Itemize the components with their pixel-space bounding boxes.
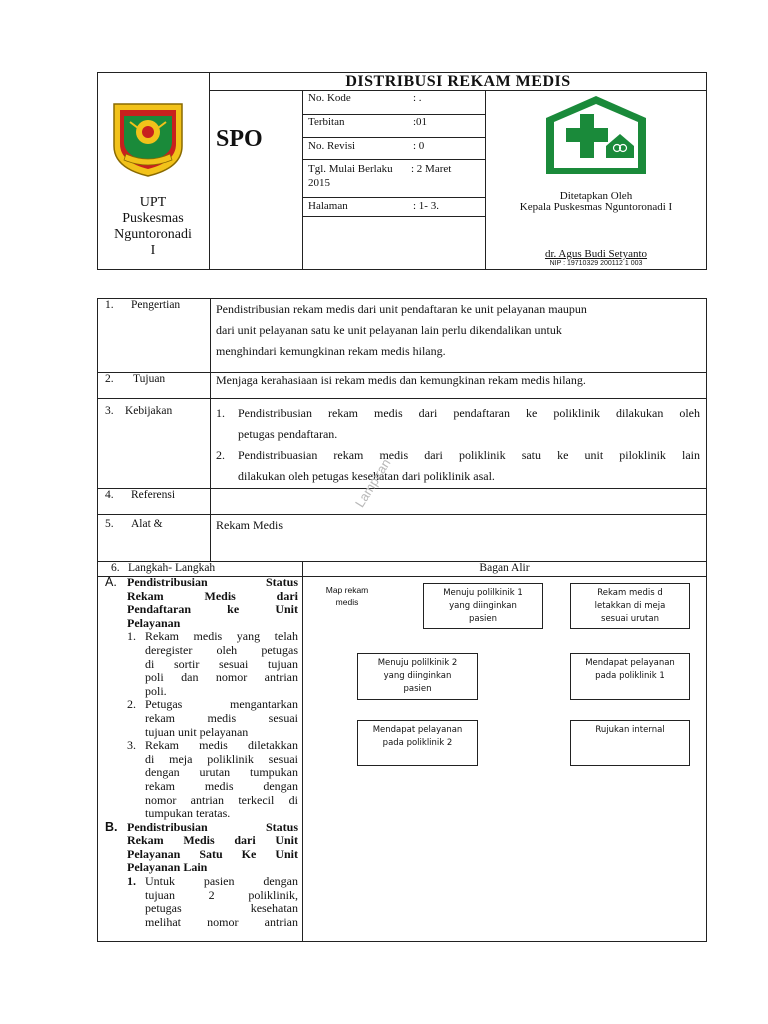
meta-sep-3 [302, 159, 485, 160]
flow-box-6-line-1: Rujukan internal [595, 725, 665, 735]
kebijakan-item-1-line-2: petugas pendaftaran. [238, 427, 338, 441]
flow-box-3-line-3: pasien [403, 684, 432, 694]
meta-terbitan-value: :01 [413, 116, 428, 128]
pengertian-line-1: Pendistribusian rekam medis dari unit pendaftaran ke unit pelayanan maupun [216, 302, 587, 316]
pengertian-num: 1. [105, 299, 114, 311]
flow-box-pelayanan-poli-2 [357, 720, 478, 766]
meta-revisi-value: : 0 [413, 140, 425, 152]
org-line-1: UPT [139, 195, 167, 210]
meta-sep-5 [302, 216, 485, 217]
flow-box-menuju-poli-2 [357, 653, 478, 700]
kebijakan-item-2 [216, 445, 700, 487]
alat-text: Rekam Medis [216, 518, 283, 532]
langkah-num: 6. [111, 562, 120, 574]
pengertian-line-2: dari unit pelayanan satu ke unit pelayanan lain perlu dikendalikan untuk [216, 323, 562, 337]
step-B-letter: B. [105, 819, 118, 834]
step-B-item-1-line-3: petugas kesehatan [145, 901, 298, 916]
flow-box-rujukan-internal [570, 720, 690, 766]
alat-num: 5. [105, 518, 114, 530]
header-divider-3 [485, 90, 486, 270]
step-A-items [127, 630, 298, 820]
puskesmas-cross-icon [542, 92, 650, 178]
step-A-item-1 [127, 630, 298, 698]
step-A-item-3-line-2: di meja poliklinik sesuai [145, 751, 298, 766]
spo-label: SPO [216, 126, 263, 152]
step-A [104, 576, 298, 821]
regency-logo [108, 98, 188, 178]
flow-start-line-2: medis [335, 597, 359, 607]
flow-box-3-line-2: yang diinginkan [383, 671, 452, 681]
kebijakan-label: Kebijakan [125, 405, 173, 417]
kebijakan-num: 3. [105, 405, 114, 417]
step-A-item-3-line-1: Rekam medis diletakkan [145, 738, 298, 753]
kebijakan-item-2-line-2: dilakukan oleh petugas kesehatan dari poliklinik asal. [238, 469, 495, 483]
flow-box-3-line-1: Menuju polilkinik 2 [377, 658, 458, 668]
step-A-item-2-line-1: Petugas mengantarkan [145, 697, 298, 712]
step-A-item-3-line-6: tumpukan teratas. [145, 806, 231, 821]
meta-sep-4 [302, 197, 485, 198]
step-A-item-3-line-5: nomor antrian terkecil di [145, 792, 298, 807]
meta-tgl-value: : 2 Maret [411, 163, 452, 175]
step-B-item-1 [127, 875, 298, 929]
step-A-item-3 [127, 739, 298, 821]
row-sep-4 [97, 514, 707, 515]
step-A-item-2-line-2: rekam medis sesuai [145, 710, 298, 725]
org-line-4: I [150, 243, 156, 258]
step-A-item-2-num: 2. [127, 697, 136, 712]
step-A-title-1: Pendistribusian Status [127, 576, 298, 589]
tujuan-num: 2. [105, 373, 114, 385]
step-A-item-3-line-4: rekam medis dengan [145, 778, 298, 793]
row-sep-3 [97, 488, 707, 489]
step-B-title-3: Pelayanan Satu Ke Unit [127, 846, 298, 861]
kebijakan-item-2-num: 2. [216, 448, 225, 462]
meta-sep-2 [302, 137, 485, 138]
document-title: DISTRIBUSI REKAM MEDIS [345, 73, 571, 90]
step-A-item-3-line-3: dengan urutan tumpukan [145, 765, 298, 780]
step-B-item-1-line-1: Untuk pasien dengan [145, 874, 298, 889]
row-sep-2 [97, 398, 707, 399]
body-label-divider [210, 298, 211, 562]
step-B [104, 821, 298, 930]
org-line-2: Puskesmas [122, 211, 184, 226]
step-A-item-1-num: 1. [127, 629, 136, 644]
step-A-title-3: Pendaftaran ke Unit [127, 602, 298, 617]
flow-box-rekam-medis-diletakkan [570, 583, 690, 629]
tujuan-text: Menjaga kerahasiaan isi rekam medis dan kemungkinan rekam medis hilang. [216, 373, 586, 387]
puskesmas-logo [542, 92, 650, 178]
flow-box-2-line-2: letakkan di meja [594, 601, 666, 611]
referensi-label: Referensi [131, 489, 176, 501]
doctor-nip: NIP : 19710329 200112 1 003 [549, 260, 643, 267]
meta-kode-label: No. Kode [308, 92, 351, 104]
step-A-item-1-line-5: poli. [145, 683, 167, 698]
meta-tgl-year: 2015 [308, 177, 330, 189]
doctor-name: dr. Agus Budi Setyanto [544, 248, 648, 260]
step-A-item-2 [127, 698, 298, 739]
flow-box-pelayanan-poli-1 [570, 653, 690, 700]
flow-box-5-line-2: pada poliklinik 2 [382, 738, 453, 748]
step-A-item-3-num: 3. [127, 738, 136, 753]
step-B-item-1-line-2: tujuan 2 poliklinik, [145, 887, 298, 902]
kebijakan-item-1-num: 1. [216, 406, 225, 420]
step-A-title-4: Pelayanan [127, 615, 181, 630]
langkah-bagan-divider [302, 561, 303, 942]
regency-crest-icon [108, 98, 188, 178]
flow-start-label [314, 584, 380, 608]
flow-box-2-line-3: sesuai urutan [601, 614, 659, 624]
step-A-title-2: Rekam Medis dari [127, 588, 298, 603]
kebijakan-item-1 [216, 403, 700, 445]
meta-tgl-label: Tgl. Mulai Berlaku [308, 163, 393, 175]
header-divider-2 [302, 90, 303, 270]
step-B-item-1-num: 1. [127, 874, 136, 889]
header-divider-1 [209, 72, 210, 270]
flow-box-4-line-2: pada poliklinik 1 [595, 671, 665, 681]
step-A-letter: A. [105, 576, 117, 589]
pengertian-line-3: menghindari kemungkinan rekam medis hilang. [216, 344, 446, 358]
kebijakan-list [216, 403, 700, 487]
flow-start-line-1: Map rekam [325, 585, 369, 595]
pengertian-label: Pengertian [131, 299, 181, 311]
langkah-label: Langkah- Langkah [128, 562, 216, 574]
step-B-items [127, 875, 298, 929]
step-A-item-2-line-3: tujuan unit pelayanan [145, 724, 249, 739]
step-A-item-1-line-3: di sortir sesuai tujuan [145, 656, 298, 671]
step-A-item-1-line-1: Rekam medis yang telah [145, 629, 298, 644]
flow-box-menuju-poli-1 [423, 583, 543, 629]
step-B-item-1-line-4: melihat nomor antrian [145, 914, 298, 929]
meta-revisi-label: No. Revisi [308, 140, 356, 152]
bagan-label: Bagan Alir [479, 562, 530, 574]
flow-box-2-line-1: Rekam medis d [597, 588, 663, 598]
alat-label: Alat & [131, 518, 163, 530]
flow-box-1-line-2: yang diinginkan [449, 601, 517, 611]
flow-box-4-line-1: Mendapat pelayanan [585, 658, 675, 668]
kepala-label: Kepala Puskesmas Nguntoronadi I [519, 201, 673, 213]
step-A-item-1-line-4: poli dan nomor antrian [145, 670, 298, 685]
meta-halaman-value: : 1- 3. [413, 200, 439, 212]
kebijakan-item-2-line-1: Pendistribuasian rekam medis dari poliklinik satu ke unit piloklinik lain [238, 448, 700, 462]
step-B-title-4: Pelayanan Lain [127, 860, 208, 875]
step-B-title-2: Rekam Medis dari Unit [127, 833, 298, 848]
org-line-3: Nguntoronadi [114, 227, 192, 242]
lampiran-watermark: Lampiran [352, 456, 394, 510]
flow-box-1-line-1: Menuju polilkinik 1 [443, 588, 523, 598]
org-name [97, 195, 209, 259]
meta-halaman-label: Halaman [308, 200, 348, 212]
ditetapkan-label: Ditetapkan Oleh [559, 190, 633, 202]
kebijakan-item-1-line-1: Pendistribusian rekam medis dari pendaftaran ke poliklinik dilakukan oleh [238, 406, 700, 420]
step-A-item-1-line-2: deregister oleh petugas [145, 642, 298, 657]
step-B-title-1: Pendistribusian Status [127, 819, 298, 834]
steps-column [104, 576, 298, 941]
meta-sep-1 [302, 114, 485, 115]
flow-box-5-line-1: Mendapat pelayanan [372, 725, 463, 735]
tujuan-label: Tujuan [133, 373, 166, 385]
meta-terbitan-label: Terbitan [308, 116, 345, 128]
flow-box-1-line-3: pasien [468, 614, 497, 624]
referensi-num: 4. [105, 489, 114, 501]
pengertian-text [216, 299, 702, 362]
meta-kode-value: : . [413, 92, 422, 104]
